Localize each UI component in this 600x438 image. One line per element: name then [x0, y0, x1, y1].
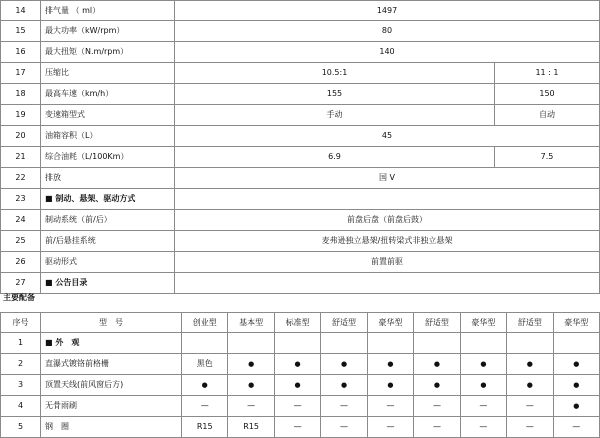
- spec-row-value-auto: 自动: [495, 105, 600, 126]
- spec-row-value: 140: [175, 42, 600, 63]
- equip-row-number: 3: [0, 375, 41, 396]
- equip-header-trim: 豪华型: [461, 312, 507, 333]
- equip-row-value: ●: [275, 354, 321, 375]
- spec-row-value: 麦弗逊独立悬架/扭转梁式非独立悬架: [175, 231, 600, 252]
- equip-row-label: 直瀑式镀铬前格栅: [41, 354, 182, 375]
- equip-row-value: [275, 333, 321, 354]
- spec-row-label: 排气量 （ ml）: [41, 0, 175, 21]
- spec-row-label: 驱动形式: [41, 252, 175, 273]
- spec-row-label: 压缩比: [41, 63, 175, 84]
- equip-row-value: —: [461, 417, 507, 438]
- equip-row-value: —: [275, 417, 321, 438]
- equip-row-value: ●: [414, 375, 460, 396]
- equip-header-number: 序号: [0, 312, 41, 333]
- spec-row-label: 综合油耗（L/100Km）: [41, 147, 175, 168]
- spec-row-value: 1497: [175, 0, 600, 21]
- equip-header-trim: 舒适型: [414, 312, 460, 333]
- equip-row-number: 1: [0, 333, 41, 354]
- equip-row-label: 无骨雨刷: [41, 396, 182, 417]
- spec-row-label: 最高车速（km/h）: [41, 84, 175, 105]
- equip-row-value: —: [461, 396, 507, 417]
- spec-row-number: 21: [0, 147, 41, 168]
- equip-row-value: —: [275, 396, 321, 417]
- equip-header-trim: 豪华型: [368, 312, 414, 333]
- equip-row-value: R15: [182, 417, 228, 438]
- equip-row-value: R15: [228, 417, 274, 438]
- spec-row-number: 20: [0, 126, 41, 147]
- equip-row-value: ●: [461, 375, 507, 396]
- spec-row-value: 45: [175, 126, 600, 147]
- spec-row-value: 80: [175, 21, 600, 42]
- spec-row-value-manual: 6.9: [175, 147, 495, 168]
- spec-row-value: [175, 273, 600, 294]
- spec-row-label: 变速箱型式: [41, 105, 175, 126]
- equip-row-value: ●: [554, 375, 600, 396]
- spec-row-value: 国 V: [175, 168, 600, 189]
- spec-row-number: 26: [0, 252, 41, 273]
- equip-row-value: ●: [507, 354, 553, 375]
- equip-row-value: ●: [321, 375, 367, 396]
- spec-row-number: 18: [0, 84, 41, 105]
- spec-row-number: 27: [0, 273, 41, 294]
- section-title: 主要配备: [3, 293, 35, 302]
- equip-row-value: —: [321, 396, 367, 417]
- equip-row-value: ●: [507, 375, 553, 396]
- equip-row-value: —: [414, 396, 460, 417]
- equip-row-number: 2: [0, 354, 41, 375]
- spec-row-number: 24: [0, 210, 41, 231]
- equip-row-value: —: [228, 396, 274, 417]
- equip-row-value: ●: [554, 396, 600, 417]
- equip-row-value: ●: [182, 375, 228, 396]
- spec-row-value: [175, 189, 600, 210]
- equip-row-value: —: [554, 417, 600, 438]
- equip-row-value: ●: [228, 354, 274, 375]
- spec-row-label: 前/后悬挂系统: [41, 231, 175, 252]
- equip-row-value: 黑色: [182, 354, 228, 375]
- spec-row-number: 23: [0, 189, 41, 210]
- equip-row-value: ●: [275, 375, 321, 396]
- spec-row-value-auto: 7.5: [495, 147, 600, 168]
- equip-header-trim: 舒适型: [507, 312, 553, 333]
- spec-row-label: 油箱容积（L）: [41, 126, 175, 147]
- equip-row-value: ●: [554, 354, 600, 375]
- spec-row-value-manual: 10.5:1: [175, 63, 495, 84]
- equip-row-number: 5: [0, 417, 41, 438]
- equip-header-trim: 舒适型: [321, 312, 367, 333]
- spec-row-value-auto: 150: [495, 84, 600, 105]
- equip-header-trim: 豪华型: [554, 312, 600, 333]
- equip-row-value: —: [368, 417, 414, 438]
- spec-row-value-auto: 11 : 1: [495, 63, 600, 84]
- equip-header-trim: 标准型: [275, 312, 321, 333]
- equip-row-value: ●: [461, 354, 507, 375]
- equip-header-model: 型 号: [41, 312, 182, 333]
- equip-row-value: [228, 333, 274, 354]
- equip-row-label: 顶置天线(前风窗后方): [41, 375, 182, 396]
- equip-row-value: [414, 333, 460, 354]
- equip-row-value: —: [321, 417, 367, 438]
- spec-row-label: 最大功率（kW/rpm）: [41, 21, 175, 42]
- equip-row-value: [321, 333, 367, 354]
- spec-row-number: 15: [0, 21, 41, 42]
- equip-header-trim: 创业型: [182, 312, 228, 333]
- equip-row-value: —: [507, 396, 553, 417]
- spec-row-number: 14: [0, 0, 41, 21]
- spec-row-label: ■ 公告目录: [41, 273, 175, 294]
- equip-row-value: ●: [368, 375, 414, 396]
- spec-row-label: ■ 制动、悬架、驱动方式: [41, 189, 175, 210]
- spec-row-value: 前盘后盘（前盘后鼓）: [175, 210, 600, 231]
- equip-row-value: —: [368, 396, 414, 417]
- spec-row-label: 制动系统（前/后）: [41, 210, 175, 231]
- equip-row-label: 钢 圈: [41, 417, 182, 438]
- equip-row-value: —: [182, 396, 228, 417]
- spec-row-number: 17: [0, 63, 41, 84]
- spec-row-value: 前置前驱: [175, 252, 600, 273]
- spec-row-value-manual: 手动: [175, 105, 495, 126]
- equip-row-value: [507, 333, 553, 354]
- spec-row-number: 22: [0, 168, 41, 189]
- equip-row-value: [554, 333, 600, 354]
- equip-row-value: ●: [368, 354, 414, 375]
- equip-row-value: [368, 333, 414, 354]
- spec-row-number: 19: [0, 105, 41, 126]
- equip-row-label: ■ 外 观: [41, 333, 182, 354]
- equip-row-value: —: [507, 417, 553, 438]
- equip-row-value: ●: [414, 354, 460, 375]
- equip-row-value: ●: [321, 354, 367, 375]
- equip-row-value: [182, 333, 228, 354]
- equip-row-value: [461, 333, 507, 354]
- spec-row-label: 最大扭矩（N.m/rpm）: [41, 42, 175, 63]
- equip-row-value: —: [414, 417, 460, 438]
- spec-row-label: 排放: [41, 168, 175, 189]
- spec-row-number: 16: [0, 42, 41, 63]
- equip-row-value: ●: [228, 375, 274, 396]
- equip-header-trim: 基本型: [228, 312, 274, 333]
- spec-row-number: 25: [0, 231, 41, 252]
- spec-row-value-manual: 155: [175, 84, 495, 105]
- equip-row-number: 4: [0, 396, 41, 417]
